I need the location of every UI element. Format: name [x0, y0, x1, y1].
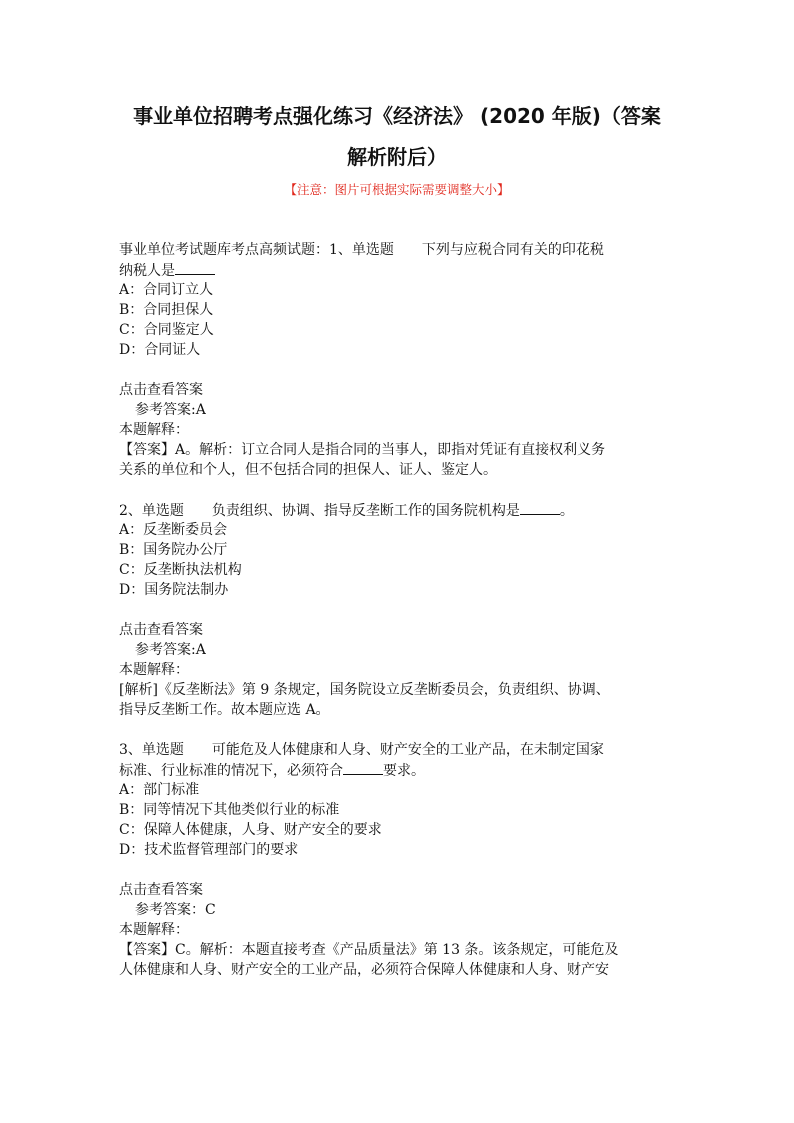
explanation-label: 本题解释： — [119, 422, 189, 438]
question-number: 事业单位考试题库考点高频试题：1、单选题 — [119, 242, 394, 258]
question-stem: 2、单选题 负责组织、协调、指导反垄断工作的国务院机构是 。 — [119, 500, 685, 520]
option-a: A：合同订立人 — [119, 282, 214, 298]
question-stem-cont: 纳税人是 — [119, 260, 685, 280]
question-text: 可能危及人体健康和人身、财产安全的工业产品，在未制定国家 — [211, 742, 604, 758]
question-text: 下列与应税合同有关的印花税 — [421, 242, 604, 258]
reference-answer: 参考答案：C — [135, 902, 216, 918]
question-text: 负责组织、协调、指导反垄断工作的国务院机构是 — [211, 503, 520, 519]
explanation-text: 【答案】C。解析：本题直接考查《产品质量法》第 13 条。该条规定，可能危及 — [119, 942, 619, 958]
question-list — [119, 240, 685, 980]
option-b: B：国务院办公厅 — [119, 542, 228, 558]
explanation-text: 关系的单位和个人，但不包括合同的担保人、证人、鉴定人。 — [119, 462, 497, 478]
option-b: B：同等情况下其他类似行业的标准 — [119, 802, 340, 818]
explanation-text: 指导反垄断工作。故本题应选 A。 — [119, 702, 330, 718]
document-title — [110, 96, 684, 178]
answer-blank — [520, 500, 560, 515]
explanation-label: 本题解释： — [119, 662, 189, 678]
image-resize-notice: 【注意：图片可根据实际需要调整大小】 — [284, 182, 510, 197]
question-number: 3、单选题 — [119, 742, 184, 758]
option-a: A：反垄断委员会 — [119, 522, 228, 538]
reference-answer: 参考答案:A — [135, 642, 206, 658]
option-d: D：国务院法制办 — [119, 582, 229, 598]
explanation-text: [解析]《反垄断法》第 9 条规定，国务院设立反垄断委员会，负责组织、协调、 — [119, 682, 610, 698]
option-d: D：技术监督管理部门的要求 — [119, 842, 299, 858]
option-c: C：保障人体健康，人身、财产安全的要求 — [119, 822, 382, 838]
question-2 — [119, 500, 685, 740]
question-number: 2、单选题 — [119, 503, 184, 519]
question-stem-cont: 标准、行业标准的情况下，必须符合 要求。 — [119, 760, 685, 780]
option-a: A：部门标准 — [119, 782, 200, 798]
option-b: B：合同担保人 — [119, 302, 214, 318]
view-answer-link[interactable]: 点击查看答案 — [119, 382, 203, 398]
option-d: D：合同证人 — [119, 342, 201, 358]
explanation-text: 【答案】A。解析：订立合同人是指合同的当事人，即指对凭证有直接权利义务 — [119, 442, 606, 458]
explanation-text: 人体健康和人身、财产安全的工业产品，必须符合保障人体健康和人身、财产安 — [119, 962, 609, 978]
question-3 — [119, 740, 685, 980]
answer-blank — [175, 260, 215, 275]
option-c: C：反垄断执法机构 — [119, 562, 242, 578]
answer-blank — [343, 760, 383, 775]
option-c: C：合同鉴定人 — [119, 322, 214, 338]
question-stem — [119, 740, 685, 760]
question-stem — [119, 240, 685, 260]
title-line-2: 解析附后） — [347, 145, 447, 169]
explanation-label: 本题解释： — [119, 922, 189, 938]
question-1 — [119, 240, 685, 500]
reference-answer: 参考答案:A — [135, 402, 206, 418]
title-line-1: 事业单位招聘考点强化练习《经济法》 (2020 年版)（答案 — [133, 104, 661, 128]
view-answer-link[interactable]: 点击查看答案 — [119, 882, 203, 898]
view-answer-link[interactable]: 点击查看答案 — [119, 622, 203, 638]
